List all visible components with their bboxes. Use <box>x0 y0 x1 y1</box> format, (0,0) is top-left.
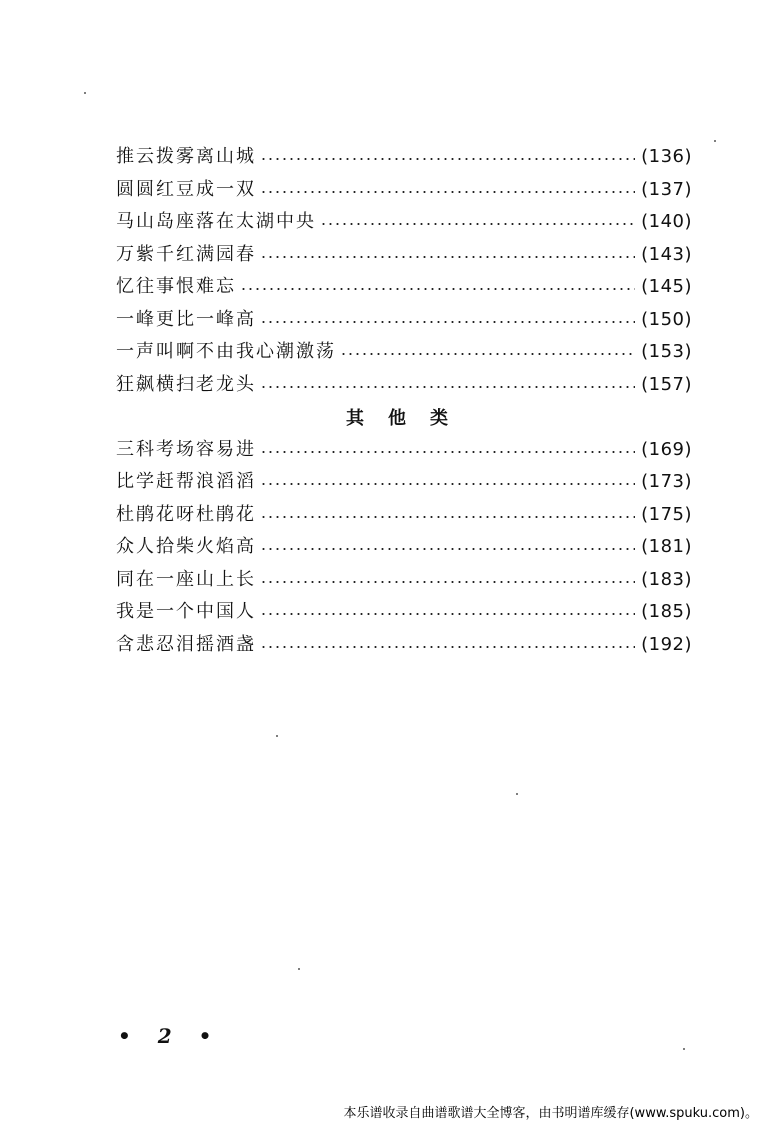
toc-entry-page: (181) <box>641 536 692 558</box>
toc-entry <box>116 304 692 337</box>
scan-speck <box>298 968 300 970</box>
toc-entry-title: 一峰更比一峰高 <box>116 308 256 330</box>
toc-entry-page: (143) <box>641 243 692 265</box>
dot-leader <box>260 158 635 160</box>
toc-entry <box>116 271 692 304</box>
toc-entry-title: 比学赶帮浪滔滔 <box>116 471 256 493</box>
toc-entry-page: (157) <box>641 373 692 395</box>
toc-entry <box>116 596 692 629</box>
section-heading: 其他类 <box>346 408 472 430</box>
dot-leader <box>260 516 635 518</box>
toc-entry <box>116 206 692 239</box>
toc-entry-page: (173) <box>641 471 692 493</box>
toc-entry-title: 马山岛座落在太湖中央 <box>116 211 316 233</box>
toc-entry <box>116 141 692 174</box>
toc-entry-title: 圆圆红豆成一双 <box>116 178 256 200</box>
toc-entry-title: 含悲忍泪摇酒盏 <box>116 633 256 655</box>
dot-leader <box>260 321 635 323</box>
dot-leader <box>260 386 635 388</box>
dot-leader <box>320 223 635 225</box>
toc-entry-title: 万紫千红满园春 <box>116 243 256 265</box>
toc-entry-page: (183) <box>641 568 692 590</box>
toc-entry-page: (137) <box>641 178 692 200</box>
toc-entry <box>116 499 692 532</box>
dot-leader <box>260 483 635 485</box>
toc-entry-page: (153) <box>641 341 692 363</box>
toc-entry <box>116 564 692 597</box>
toc-entry <box>116 434 692 467</box>
dot-leader <box>260 548 635 550</box>
toc-entry-page: (150) <box>641 308 692 330</box>
toc-entry <box>116 336 692 369</box>
dot-leader <box>260 451 635 453</box>
toc-entry <box>116 239 692 272</box>
toc-entry-title: 我是一个中国人 <box>116 601 256 623</box>
dot-leader <box>260 646 635 648</box>
toc-entry-title: 同在一座山上长 <box>116 568 256 590</box>
toc-entry-page: (136) <box>641 146 692 168</box>
toc-entry-title: 三科考场容易进 <box>116 438 256 460</box>
toc-entry-page: (145) <box>641 276 692 298</box>
watermark-text: 本乐谱收录自曲谱歌谱大全博客，由书明谱库缓存(www.spuku.com)。 <box>343 1106 758 1121</box>
scan-speck <box>276 735 278 737</box>
toc-entry-page: (175) <box>641 503 692 525</box>
scan-speck <box>84 92 86 94</box>
scan-speck <box>683 1048 685 1050</box>
toc-entry <box>116 629 692 662</box>
dot-leader <box>260 581 635 583</box>
toc-entry-page: (140) <box>641 211 692 233</box>
scan-speck <box>714 140 716 142</box>
dot-leader <box>240 288 635 290</box>
toc-entry-title: 狂飙横扫老龙头 <box>116 373 256 395</box>
toc-entry-page: (185) <box>641 601 692 623</box>
page-number: • 2 • <box>118 1024 222 1048</box>
toc-entry-page: (192) <box>641 633 692 655</box>
toc-entry <box>116 466 692 499</box>
dot-leader <box>260 191 635 193</box>
dot-leader <box>260 256 635 258</box>
dot-leader <box>260 613 635 615</box>
toc-entry <box>116 174 692 207</box>
toc-entry-title: 推云拨雾离山城 <box>116 146 256 168</box>
dot-leader <box>340 353 635 355</box>
toc-entry-title: 众人拾柴火焰高 <box>116 536 256 558</box>
toc-entry-title: 一声叫啊不由我心潮激荡 <box>116 341 336 363</box>
toc-entry <box>116 369 692 402</box>
toc-entry-title: 杜鹃花呀杜鹃花 <box>116 503 256 525</box>
toc-entry-page: (169) <box>641 438 692 460</box>
table-of-contents <box>116 141 692 661</box>
toc-entry-title: 忆往事恨难忘 <box>116 276 236 298</box>
toc-entry <box>116 531 692 564</box>
scan-speck <box>516 793 518 795</box>
